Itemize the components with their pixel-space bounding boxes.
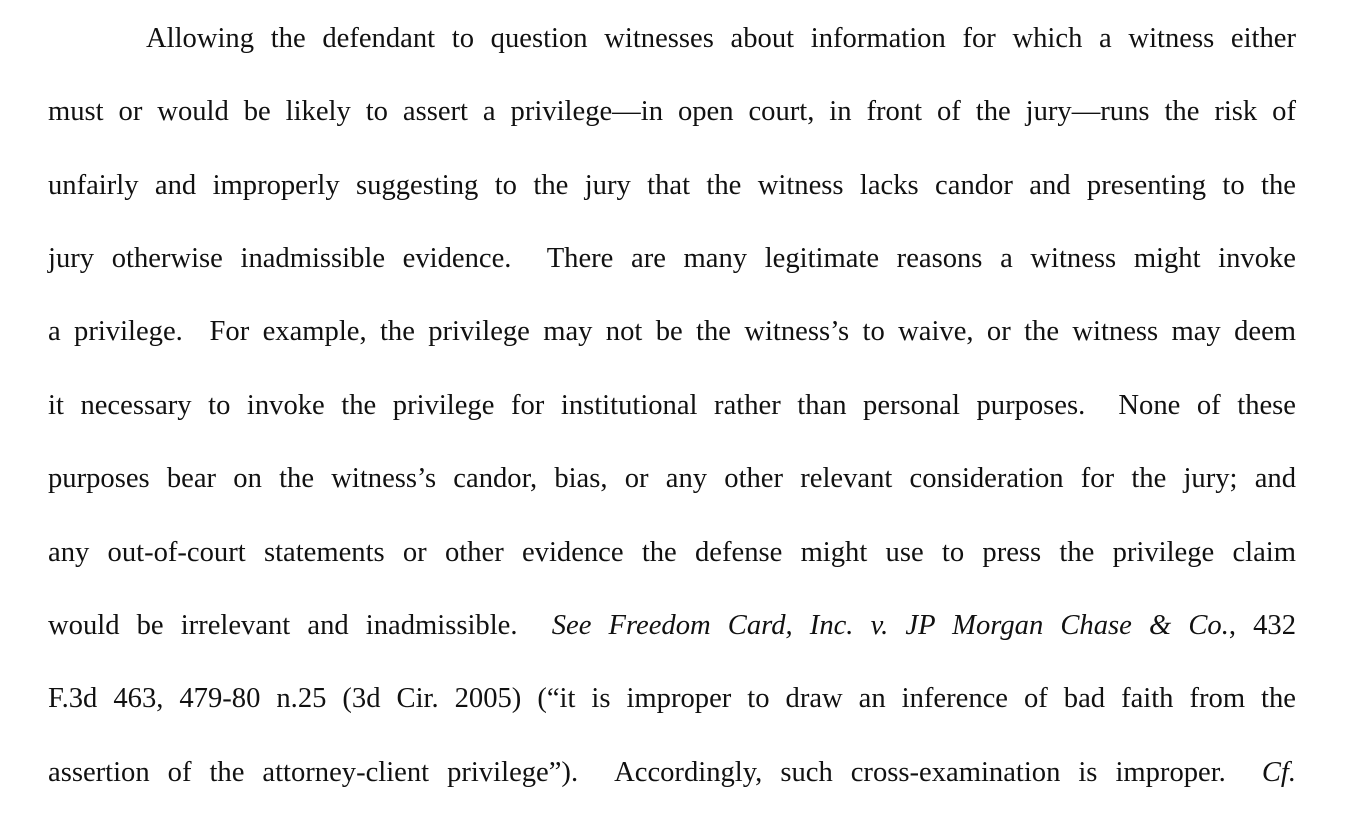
citation-signal-cf: Cf. [1261,757,1296,788]
line-11-text: assertion of the attorney-client privilege”). Accordingly, such cross-examination is improper. [48,757,1262,788]
paragraph-line-8: any out-of-court statements or other evidence the defense might use to press the privilege claim [48,537,1296,568]
paragraph-line-6: it necessary to invoke the privilege for institutional rather than personal purposes. None of these [48,390,1296,421]
case-citation: See Freedom Card, Inc. v. JP Morgan Chase & Co. [551,610,1229,641]
line-9-reporter-volume: , 432 [1228,610,1297,641]
paragraph-line-1: Allowing the defendant to question witnesses about information for which a witness either [146,23,1296,54]
paragraph-line-7: purposes bear on the witness’s candor, bias, or any other relevant consideration for the jury; and [48,463,1296,494]
paragraph-line-2: must or would be likely to assert a privilege—in open court, in front of the jury—runs the risk of [48,96,1296,127]
paragraph-line-3: unfairly and improperly suggesting to the jury that the witness lacks candor and presenting to the [48,170,1296,201]
paragraph-line-10: F.3d 463, 479-80 n.25 (3d Cir. 2005) (“it is improper to draw an inference of bad faith from the [48,683,1296,714]
paragraph-line-4: jury otherwise inadmissible evidence. There are many legitimate reasons a witness might invoke [48,243,1296,274]
line-9-text: would be irrelevant and inadmissible. [48,610,552,641]
paragraph-line-5: a privilege. For example, the privilege may not be the witness’s to waive, or the witness may deem [48,316,1296,347]
paragraph-line-11 [48,753,1296,793]
paragraph-line-9 [48,606,1296,646]
